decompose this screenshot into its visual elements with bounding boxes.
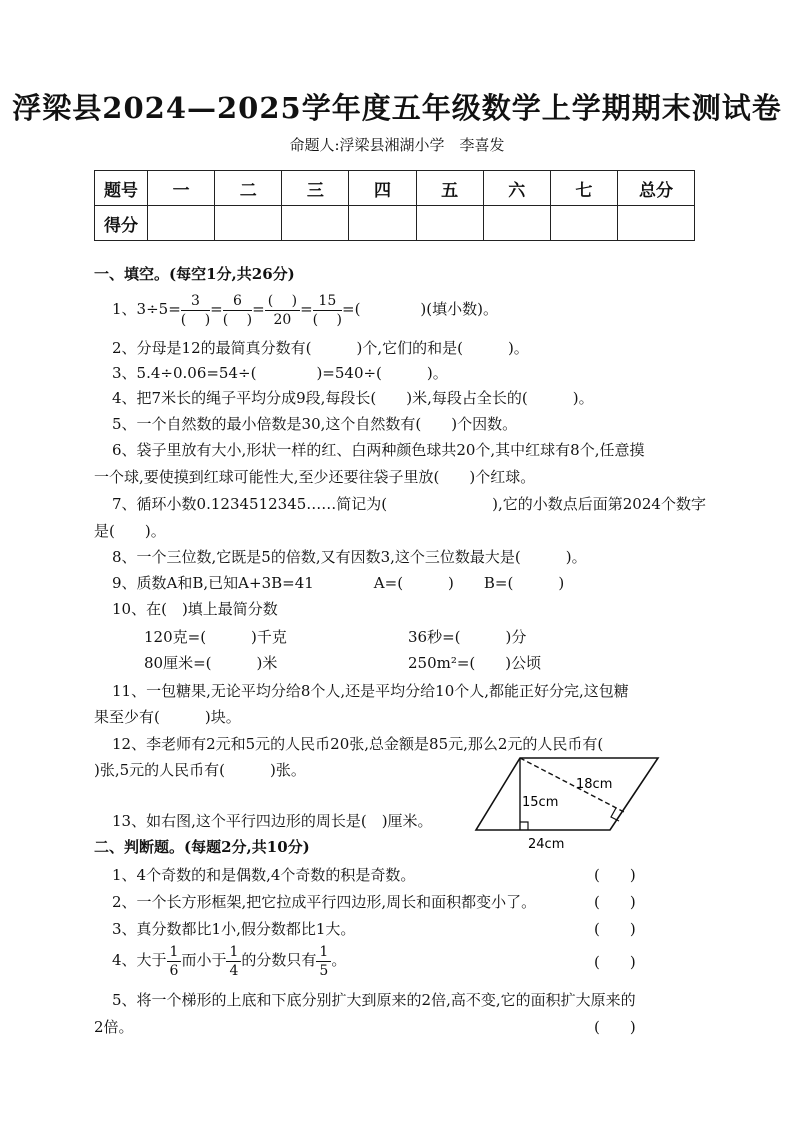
- author-line: 命题人:浮梁县湘湖小学 李喜发: [289, 136, 505, 154]
- question-2-1: 1、4个奇数的和是偶数,4个奇数的积是奇数。: [112, 866, 416, 884]
- score-cell: 得分: [95, 206, 148, 241]
- question-1-6-line1: 6、袋子里放有大小,形状一样的红、白两种颜色球共20个,其中红球有8个,任意摸: [112, 441, 645, 459]
- right-angle-mark: [520, 822, 528, 830]
- question-1-4: 4、把7米长的绳子平均分成9段,每段长( )米,每段占全长的( )。: [112, 389, 594, 407]
- score-blank[interactable]: [148, 206, 215, 241]
- score-blank[interactable]: [550, 206, 617, 241]
- question-1-7-line1: 7、循环小数0.1234512345……简记为( ),它的小数点后面第2024个数字: [112, 495, 706, 513]
- score-table-header-row: [95, 171, 695, 206]
- section1-heading: 一、填空。(每空1分,共26分): [94, 265, 295, 283]
- fraction: $\frac{15}{( )}$: [312, 292, 343, 328]
- question-1-2: 2、分母是12的最简真分数有( )个,它们的和是( )。: [112, 339, 529, 357]
- question-1-8: 8、一个三位数,它既是5的倍数,又有因数3,这个三位数最大是( )。: [112, 548, 587, 566]
- question-1-7-line2: 是( )。: [94, 522, 166, 540]
- question-1-1: 1、3÷5= $\frac{3}{( )}$ = $\frac{6}{( )}$ = $\frac{( )}{20}$ = $\frac{15}{( )}$ =( )(填小数)。: [112, 292, 498, 328]
- q1-suffix: =( )(填小数)。: [342, 300, 498, 318]
- question-1-11-line2: 果至少有( )块。: [94, 708, 241, 726]
- score-cell: 一: [148, 171, 215, 206]
- fraction: $\frac{1}{6}$: [167, 945, 182, 978]
- score-table-score-row: [95, 206, 695, 241]
- question-1-6-line2: 一个球,要使摸到红球可能性大,至少还要往袋子里放( )个红球。: [94, 468, 536, 486]
- page-title: 浮梁县2024—2025学年度五年级数学上学期期末测试卷: [12, 91, 782, 125]
- question-2-2: 2、一个长方形框架,把它拉成平行四边形,周长和面积都变小了。: [112, 893, 537, 911]
- q1-prefix: 1、3÷5=: [112, 300, 181, 318]
- answer-paren[interactable]: ( ): [594, 920, 636, 938]
- answer-paren[interactable]: ( ): [594, 893, 636, 911]
- height-label: 15cm: [522, 795, 559, 810]
- question-1-5: 5、一个自然数的最小倍数是30,这个自然数有( )个因数。: [112, 415, 518, 433]
- answer-paren[interactable]: ( ): [594, 1018, 636, 1036]
- score-cell: 三: [282, 171, 349, 206]
- question-2-5-line1: 5、将一个梯形的上底和下底分别扩大到原来的2倍,高不变,它的面积扩大原来的: [112, 991, 636, 1009]
- score-cell: 二: [215, 171, 282, 206]
- score-cell: 四: [349, 171, 416, 206]
- question-1-9: 9、质数A和B,已知A+3B=41 A=( ) B=( ): [112, 574, 565, 592]
- score-blank[interactable]: [416, 206, 483, 241]
- question-1-11-line1: 11、一包糖果,无论平均分给8个人,还是平均分给10个人,都能正好分完,这包糖: [112, 682, 629, 700]
- score-blank[interactable]: [483, 206, 550, 241]
- score-blank[interactable]: [618, 206, 695, 241]
- question-1-10-b: 36秒=( )分: [408, 628, 527, 646]
- question-2-5-line2: 2倍。: [94, 1018, 134, 1036]
- answer-paren[interactable]: ( ): [594, 953, 636, 971]
- question-1-10: 10、在( )填上最简分数: [112, 600, 278, 618]
- fraction: $\frac{3}{( )}$: [180, 292, 211, 328]
- question-1-10-c: 80厘米=( )米: [144, 654, 278, 672]
- fraction: $\frac{( )}{20}$: [265, 294, 300, 327]
- parallelogram-figure: [470, 752, 670, 856]
- fraction: $\frac{1}{5}$: [316, 945, 331, 978]
- question-1-10-d: 250m²=( )公顷: [408, 654, 542, 672]
- diagonal-label: 18cm: [576, 777, 613, 792]
- score-blank[interactable]: [215, 206, 282, 241]
- base-label: 24cm: [528, 837, 565, 852]
- question-1-12-line1: 12、李老师有2元和5元的人民币20张,总金额是85元,那么2元的人民币有(: [112, 735, 604, 753]
- fraction: $\frac{6}{( )}$: [222, 292, 253, 328]
- question-2-3: 3、真分数都比1小,假分数都比1大。: [112, 920, 356, 938]
- score-blank[interactable]: [349, 206, 416, 241]
- fraction: $\frac{1}{4}$: [226, 945, 241, 978]
- score-blank[interactable]: [282, 206, 349, 241]
- score-cell: 题号: [95, 171, 148, 206]
- question-1-3: 3、5.4÷0.06=54÷( )=540÷( )。: [112, 364, 448, 382]
- section2-heading: 二、判断题。(每题2分,共10分): [94, 838, 310, 856]
- score-table: [94, 170, 695, 241]
- question-1-10-a: 120克=( )千克: [144, 628, 287, 646]
- score-cell: 七: [550, 171, 617, 206]
- parallelogram-shape: [476, 758, 658, 830]
- score-cell: 五: [416, 171, 483, 206]
- score-cell: 总分: [618, 171, 695, 206]
- answer-paren[interactable]: ( ): [594, 866, 636, 884]
- question-1-13: 13、如右图,这个平行四边形的周长是( )厘米。: [112, 812, 433, 830]
- question-2-4: 4、大于 $\frac{1}{6}$ 而小于 $\frac{1}{4}$ 的分数只有 $\frac{1}{5}$ 。: [112, 943, 347, 979]
- question-1-12-line2: )张,5元的人民币有( )张。: [94, 761, 306, 779]
- score-cell: 六: [483, 171, 550, 206]
